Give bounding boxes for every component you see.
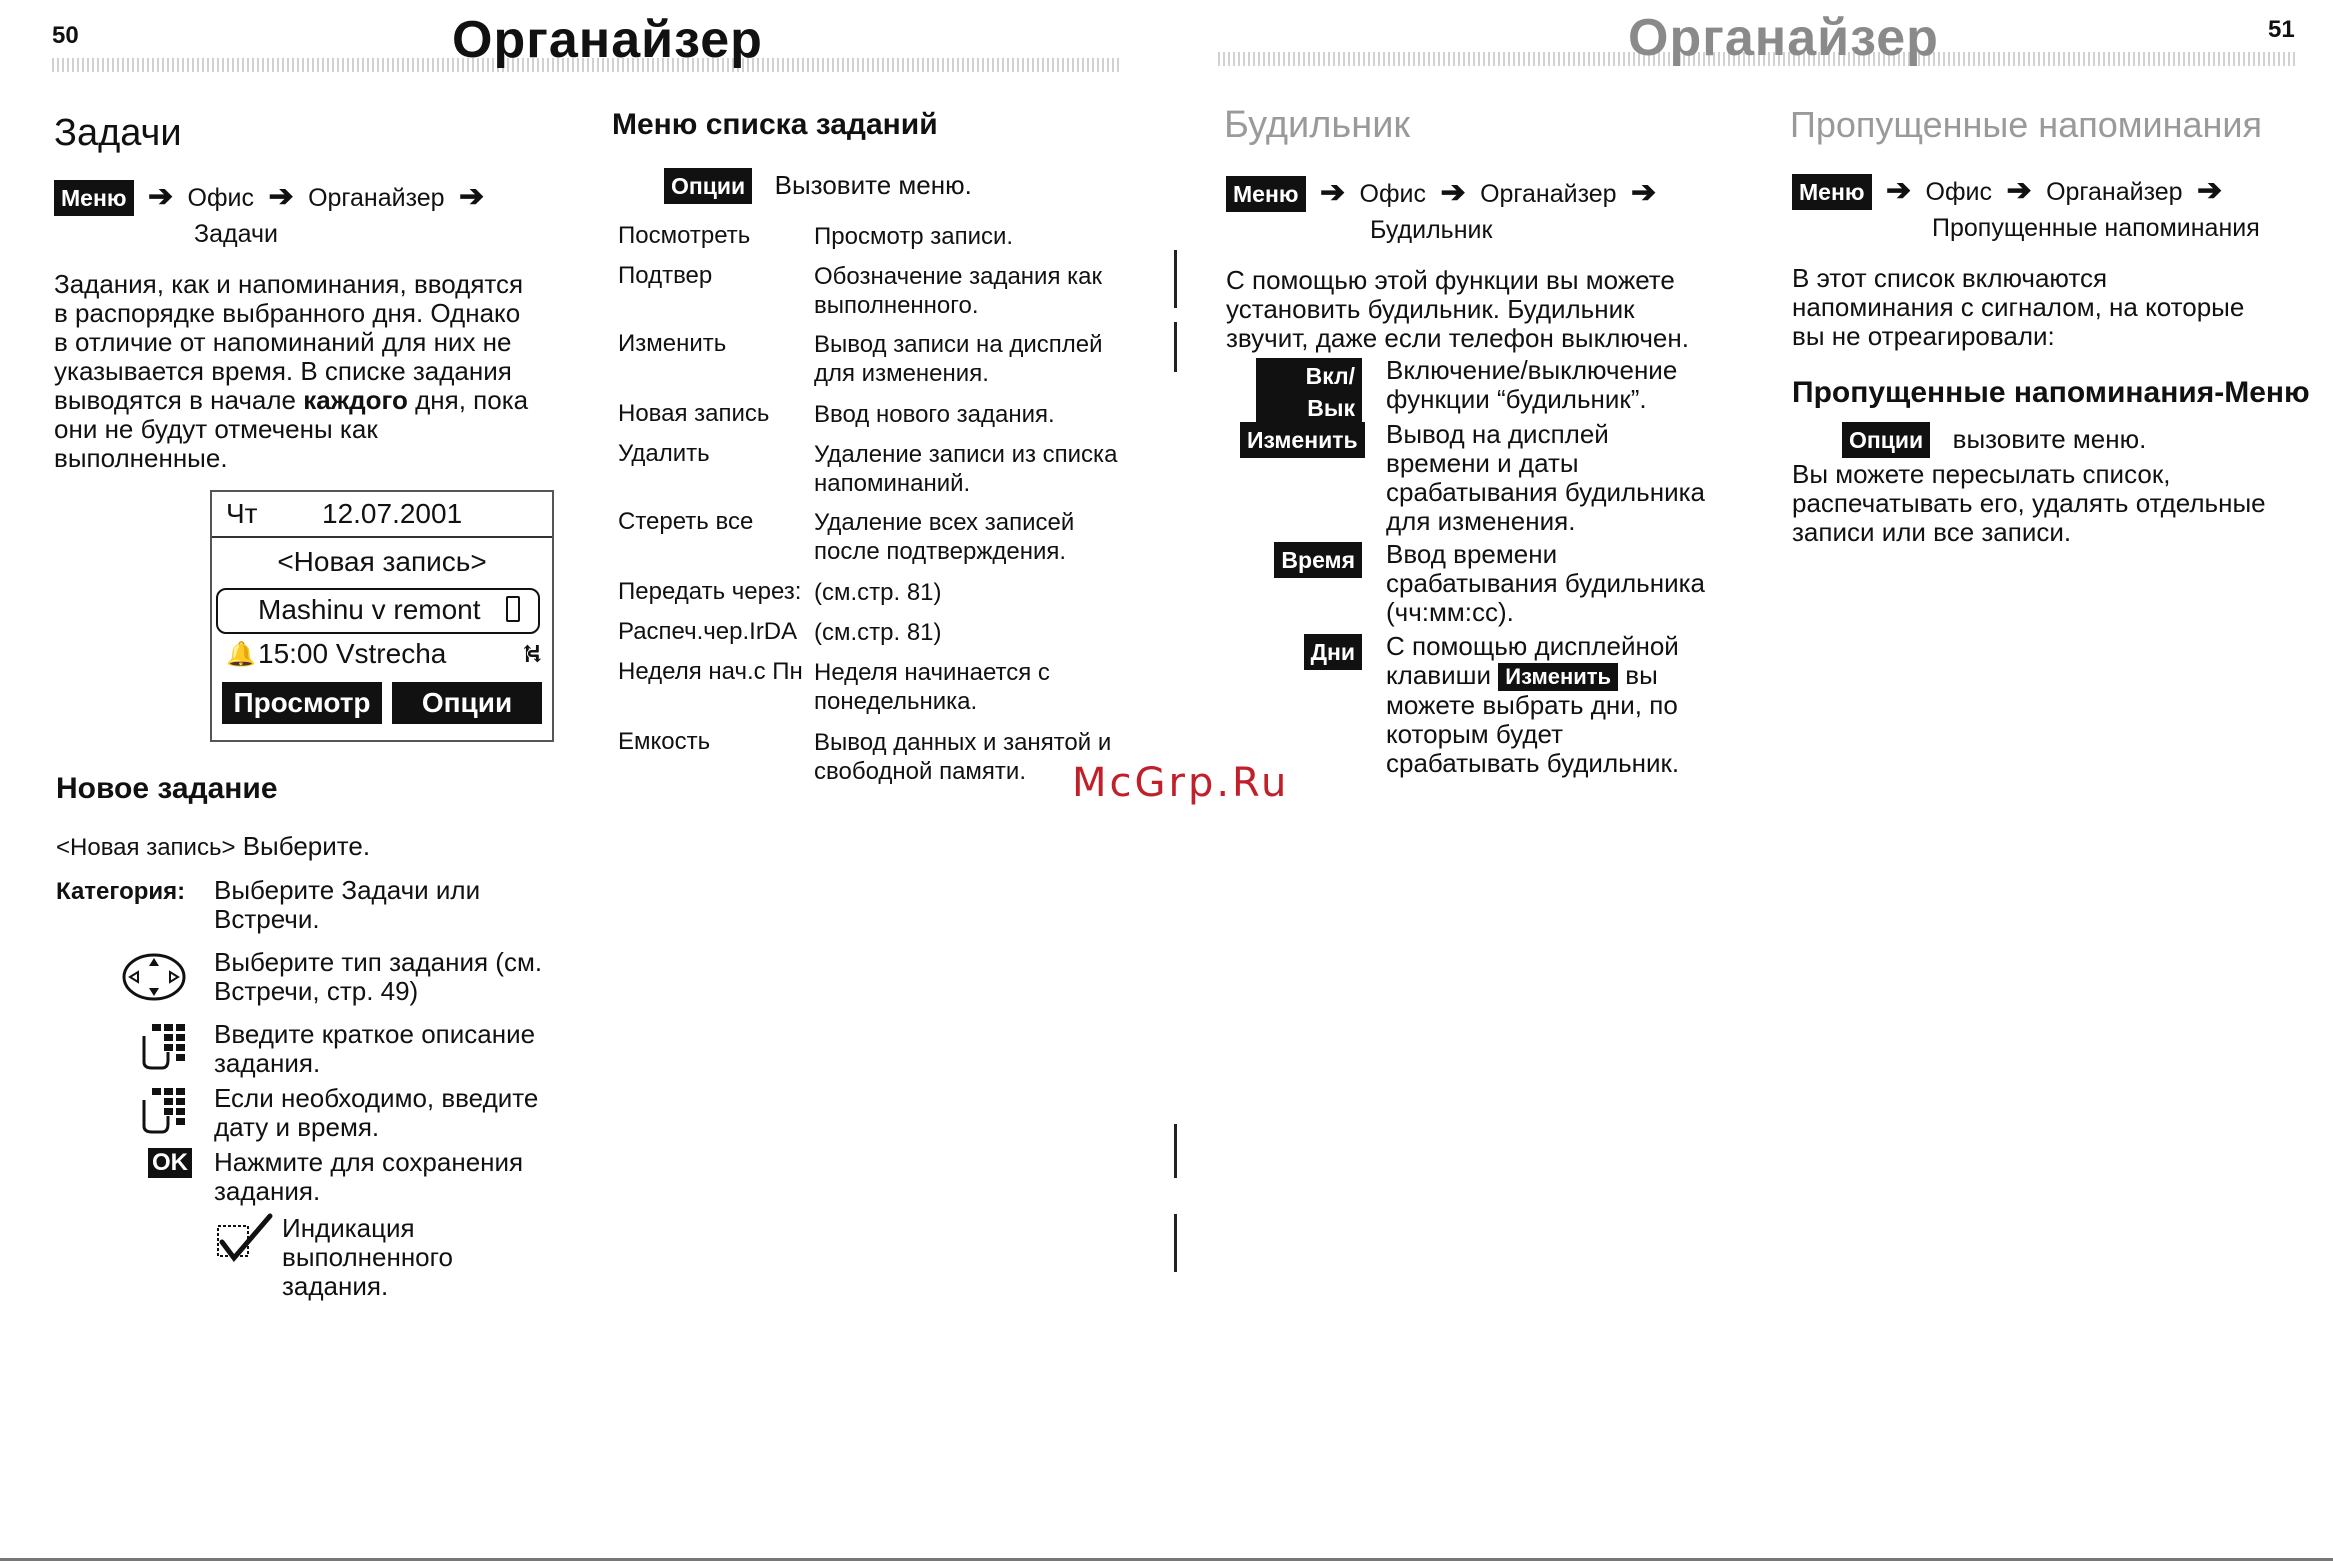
- menu-item-desc: [814, 400, 1055, 429]
- alarm-key-time-desc: [1386, 540, 1746, 627]
- text-line: Нажмите для сохранения: [214, 1147, 524, 1177]
- text-line: понедельника.: [814, 688, 978, 715]
- options-key-row: [664, 168, 972, 204]
- missed-options-row: [1842, 422, 2146, 458]
- softkey-view: Просмотр: [222, 682, 382, 724]
- text-line: срабатывания будильника: [1386, 477, 1706, 507]
- missed-intro: [1792, 264, 2312, 351]
- arrow-right-icon: ➔: [2197, 174, 2223, 207]
- arrow-right-icon: ➔: [1885, 174, 1912, 207]
- options-key: Опции: [1842, 422, 1930, 458]
- tasks-intro: [54, 270, 574, 473]
- text-line: они не будут отмечены как: [54, 414, 378, 444]
- breadcrumb-missed: [1792, 174, 2312, 210]
- menu-key: Меню: [54, 180, 134, 216]
- text-line: Вывод данных и занятой и: [814, 729, 1112, 756]
- alarm-key-onoff: [1256, 358, 1362, 426]
- menu-key: Меню: [1226, 176, 1306, 212]
- text-line: Включение/выключение: [1386, 355, 1678, 385]
- text-fragment: Выберите.: [235, 831, 371, 861]
- phone-screen: [210, 490, 554, 742]
- menu-item-desc: [814, 440, 1117, 498]
- text-fragment: выводятся в начале: [54, 385, 304, 415]
- text-line: срабатывания будильника: [1386, 568, 1706, 598]
- softkey-options: Опции: [392, 682, 542, 724]
- section-title-missed: Пропущенные напоминания: [1790, 104, 2262, 145]
- text-line: Просмотр записи.: [814, 223, 1014, 250]
- options-key: Опции: [664, 168, 752, 204]
- screen-list-item-selected: [216, 588, 540, 634]
- text-line: Вывод записи на дисплей: [814, 331, 1103, 358]
- menu-item-desc: [814, 618, 942, 647]
- text-line: задания.: [214, 1176, 321, 1206]
- menu-item-desc: [814, 578, 942, 607]
- menu-item-label: Распеч.чер.IrDA: [618, 618, 798, 645]
- alarm-key-onoff-desc: [1386, 356, 1746, 414]
- text-line: В этот список включаются: [1792, 263, 2108, 293]
- category-label: Категория:: [56, 878, 186, 905]
- alarm-key-change-desc: [1386, 420, 1746, 536]
- battery-icon: [506, 596, 520, 622]
- menu-item-desc: [814, 508, 1074, 566]
- softkey-change: Изменить: [1240, 422, 1365, 458]
- menu-item-label: Новая запись: [618, 400, 770, 427]
- screen-header-row: [212, 496, 552, 538]
- arrow-right-icon: ➔: [1631, 176, 1657, 209]
- text-line: которым будет: [1386, 719, 1564, 749]
- text-line: задания.: [214, 1048, 321, 1078]
- text-line: [54, 386, 574, 415]
- breadcrumb-tasks: [54, 180, 574, 216]
- step-keys1-desc: [214, 1020, 574, 1078]
- section-title-options-menu: Меню списка заданий: [612, 108, 938, 141]
- breadcrumb-step: Будильник: [1370, 216, 1493, 244]
- text-line: Неделя начинается с: [814, 659, 1050, 686]
- menu-item-desc: [814, 658, 1050, 716]
- text-line: Ввод времени: [1386, 539, 1558, 569]
- arrow-right-icon: ➔: [147, 180, 174, 213]
- ok-key-icon: OK: [148, 1148, 192, 1178]
- keypad-icon: [138, 1086, 192, 1134]
- softkey-days: Дни: [1304, 634, 1362, 670]
- options-key-text: Вызовите меню.: [774, 170, 972, 200]
- text-line: функции “будильник”.: [1386, 384, 1647, 414]
- menu-key: Меню: [1792, 174, 1872, 210]
- text-line: Индикация: [282, 1213, 415, 1243]
- text-line: Если необходимо, введите: [214, 1083, 539, 1113]
- text-line: [1386, 661, 1766, 691]
- text-line: указывается время. В списке задания: [54, 356, 512, 386]
- section-title-tasks: Задачи: [54, 112, 182, 154]
- text-line: С помощью этой функции вы можете: [1226, 265, 1675, 295]
- breadcrumb-step: Пропущенные напоминания: [1932, 214, 2260, 242]
- text-bold: каждого: [303, 385, 408, 415]
- alarm-key-time: [1256, 542, 1362, 578]
- date-label: 12.07.2001: [322, 498, 463, 529]
- text-line: Задания, как и напоминания, вводятся: [54, 269, 524, 299]
- alarm-key-change: [1240, 422, 1362, 458]
- text-line: в распорядке выбранного дня. Однако: [54, 298, 521, 328]
- item-label: 15:00 Vstrecha: [258, 638, 447, 669]
- alarm-key-days: [1256, 634, 1362, 670]
- text-line: вы не отреагировали:: [1792, 321, 2055, 351]
- screen-list-item: <Новая запись>: [277, 546, 487, 577]
- breadcrumb-step: Офис: [1359, 180, 1427, 208]
- breadcrumb-step: Органайзер: [2046, 178, 2183, 206]
- text-line: установить будильник. Будильник: [1226, 294, 1635, 324]
- navigation-key-icon: [122, 952, 186, 1002]
- arrow-right-icon: ➔: [459, 180, 485, 213]
- breadcrumb-step: Офис: [187, 184, 255, 212]
- text-line: (чч:мм:сс).: [1386, 597, 1514, 627]
- options-key-text: вызовите меню.: [1952, 424, 2147, 454]
- menu-item-desc: [814, 222, 1013, 251]
- checkmark-icon: [214, 1212, 274, 1264]
- text-fragment: вы: [1618, 660, 1658, 690]
- text-line: напоминаний.: [814, 470, 971, 497]
- gutter-mark: [1174, 250, 1177, 308]
- text-line: срабатывать будильник.: [1386, 748, 1680, 778]
- breadcrumb-step: Задачи: [194, 220, 278, 248]
- menu-item-label: Удалить: [618, 440, 710, 467]
- softkey-time: Время: [1274, 542, 1362, 578]
- text-line: Встречи, стр. 49): [214, 976, 419, 1006]
- text-line: Введите краткое описание: [214, 1019, 536, 1049]
- text-line: Удаление всех записей: [814, 509, 1075, 536]
- text-line: выполненного: [282, 1242, 454, 1272]
- text-line: (см.стр. 81): [814, 619, 942, 646]
- text-line: Выберите тип задания (см.: [214, 947, 543, 977]
- breadcrumb-step: Органайзер: [1480, 180, 1617, 208]
- text-line: дату и время.: [214, 1112, 380, 1142]
- section-title-alarm: Будильник: [1224, 104, 1411, 146]
- text-line: выполненные.: [54, 443, 228, 473]
- alarm-key-days-desc: [1386, 632, 1766, 778]
- alarm-intro: [1226, 266, 1746, 353]
- page-number-right: 51: [2268, 16, 2295, 43]
- text-line: свободной памяти.: [814, 758, 1026, 785]
- header-title-left: Органайзер: [452, 11, 763, 69]
- breadcrumb-step: Органайзер: [308, 184, 445, 212]
- text-line: для изменения.: [814, 360, 989, 387]
- text-line: можете выбрать дни, по: [1386, 690, 1678, 720]
- meeting-icon: ⛕: [522, 638, 542, 668]
- text-line: С помощью дисплейной: [1386, 631, 1679, 661]
- text-line: записи или все записи.: [1792, 517, 2072, 547]
- text-line: (см.стр. 81): [814, 579, 942, 606]
- breadcrumb-alarm: [1226, 176, 1746, 212]
- step-check-desc: [282, 1214, 562, 1301]
- softkey-onoff: Вкл/Вык: [1256, 358, 1362, 426]
- gutter-mark: [1174, 322, 1177, 372]
- menu-item-desc: [814, 728, 1111, 786]
- bottom-edge-rule: [0, 1558, 2333, 1561]
- arrow-right-icon: ➔: [268, 180, 294, 213]
- text-line: Встречи.: [214, 904, 320, 934]
- text-fragment: дня, пока: [407, 385, 529, 415]
- text-line: распечатывать его, удалять отдельные: [1792, 488, 2266, 518]
- text-line: Вывод на дисплей: [1386, 419, 1609, 449]
- watermark: McGrp.Ru: [1072, 760, 1290, 806]
- arrow-right-icon: ➔: [1319, 176, 1346, 209]
- arrow-right-icon: ➔: [2006, 174, 2032, 207]
- menu-item-desc: [814, 330, 1103, 388]
- menu-item-label: Посмотреть: [618, 222, 751, 249]
- gutter-mark: [1174, 1124, 1177, 1178]
- text-line: времени и даты: [1386, 448, 1579, 478]
- text-line: Удаление записи из списка: [814, 441, 1118, 468]
- gutter-mark: [1174, 1214, 1177, 1272]
- section-title-new-task: Новое задание: [56, 772, 278, 805]
- arrow-right-icon: ➔: [1440, 176, 1466, 209]
- page-number-left: 50: [52, 22, 79, 49]
- text-line: Обозначение задания как: [814, 263, 1102, 290]
- text-fragment: клавиши: [1386, 660, 1499, 690]
- keypad-icon: [138, 1022, 192, 1070]
- step-ok-desc: [214, 1148, 574, 1206]
- text-line: задания.: [282, 1271, 389, 1301]
- item-label: Mashinu v remont: [258, 594, 481, 625]
- text-line: звучит, даже если телефон выключен.: [1226, 323, 1689, 353]
- text-line: выполненного.: [814, 292, 979, 319]
- step-keys2-desc: [214, 1084, 574, 1142]
- text-line: для изменения.: [1386, 506, 1576, 536]
- menu-item-label: Подтвер: [618, 262, 713, 289]
- menu-item-label: Неделя нач.с Пн: [618, 658, 803, 685]
- menu-item-desc: [814, 262, 1102, 320]
- new-task-select-line: [56, 832, 370, 862]
- text-line: напоминания с сигналом, на которые: [1792, 292, 2245, 322]
- header-title-right: Органайзер: [1628, 9, 1939, 67]
- day-label: Чт: [226, 498, 258, 529]
- text-fragment: <Новая запись>: [56, 834, 236, 861]
- text-line: Ввод нового задания.: [814, 401, 1055, 428]
- bell-icon: 🔔: [226, 641, 256, 668]
- inline-softkey-change: Изменить: [1498, 663, 1618, 691]
- missed-desc: [1792, 460, 2312, 547]
- missed-menu-title: Пропущенные напоминания-Меню: [1792, 376, 2310, 409]
- text-line: Вы можете пересылать список,: [1792, 459, 2171, 489]
- menu-item-label: Емкость: [618, 728, 711, 755]
- menu-item-label: Передать через:: [618, 578, 802, 605]
- text-line: после подтверждения.: [814, 538, 1067, 565]
- breadcrumb-step: Офис: [1925, 178, 1993, 206]
- menu-item-label: Изменить: [618, 330, 727, 357]
- step-nav-desc: [214, 948, 574, 1006]
- menu-item-label: Стереть все: [618, 508, 754, 535]
- category-desc: [214, 876, 574, 934]
- text-line: Выберите Задачи или: [214, 875, 481, 905]
- text-line: в отличие от напоминаний для них не: [54, 327, 512, 357]
